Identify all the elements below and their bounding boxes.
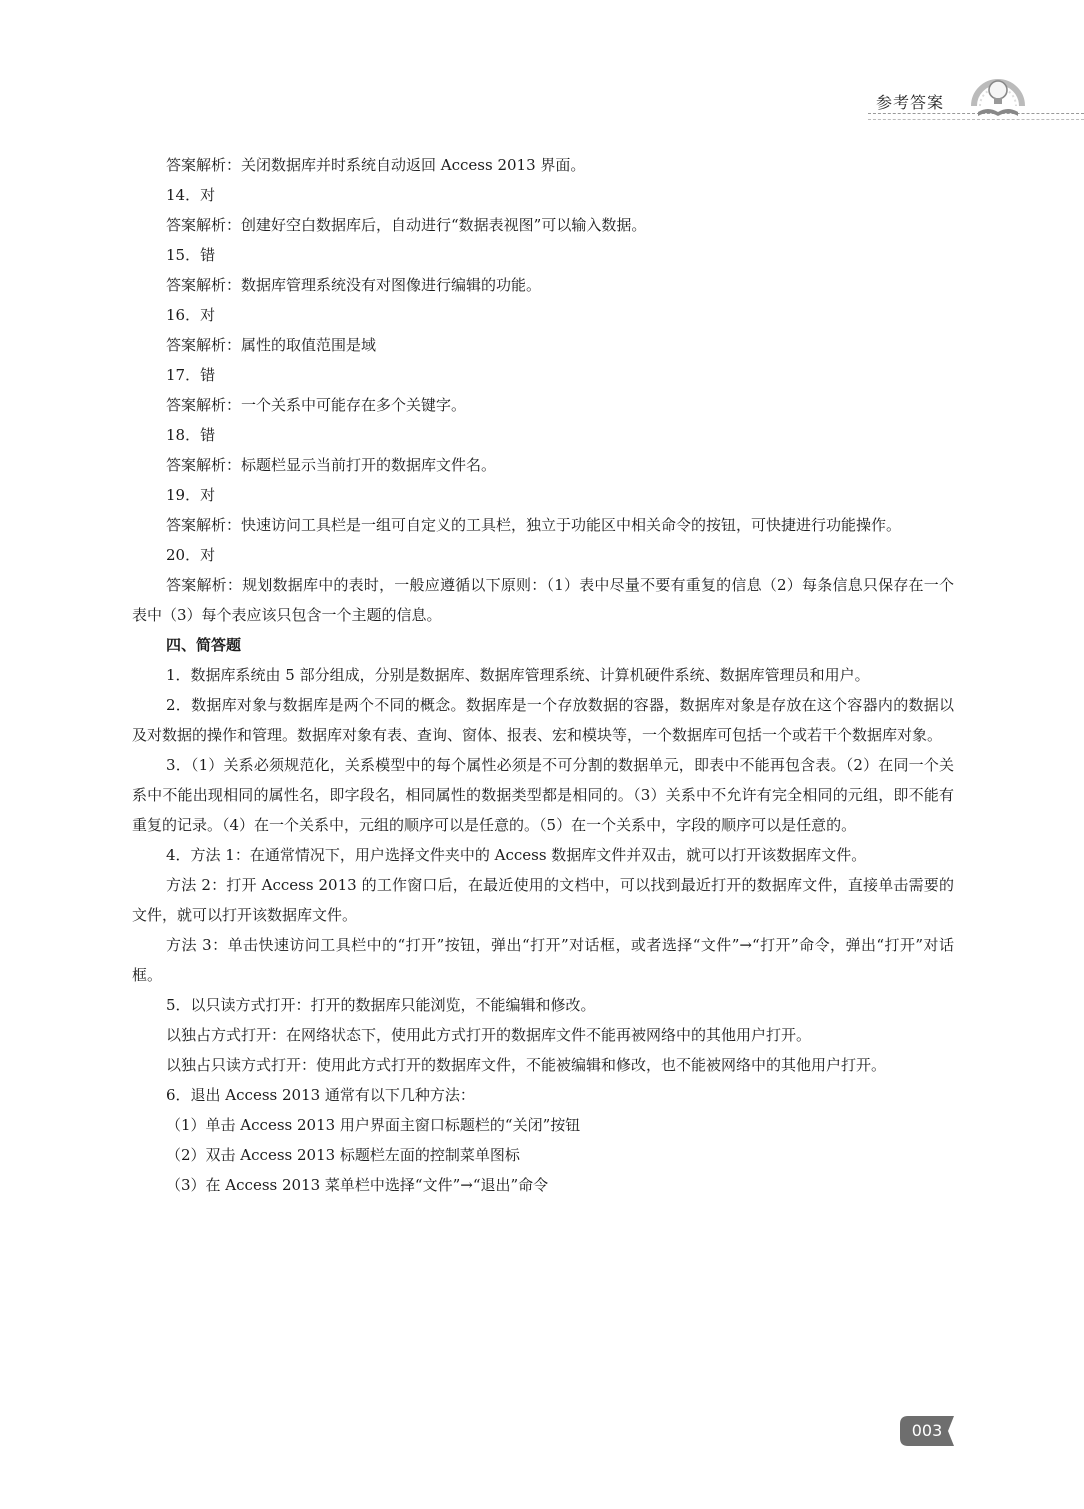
answer-paragraph: 答案解析：属性的取值范围是域 (166, 336, 377, 354)
page-header (868, 66, 1084, 126)
answer-paragraph: 答案解析：快速访问工具栏是一组可自定义的工具栏，独立于功能区中相关命令的按钮，可快捷进行功能操作。 (166, 516, 902, 534)
answer-paragraph: 答案解析：一个关系中可能存在多个关键字。 (166, 396, 467, 414)
lightbulb-book-icon (968, 66, 1028, 122)
answer-paragraph: 3．（1）关系必须规范化，关系模型中的每个属性必须是不可分割的数据单元，即表中不能再包含表。（2）在同一个关系中不能出现相同的属性名，即字段名，相同属性的数据类型都是相同的。（3）关系中不允许有完全相同的元组，即不能有重复的记录。（4）在一个关系中，元组的顺序可以是任意的。（5）在一个关系中，字段的顺序可以是任意的。 (132, 756, 954, 834)
answer-paragraph: 答案解析：关闭数据库并时系统自动返回 Access 2013 界面。 (166, 156, 586, 174)
answer-paragraph: 方法 2：打开 Access 2013 的工作窗口后，在最近使用的文档中，可以找到最近打开的数据库文件，直接单击需要的文件，就可以打开该数据库文件。 (132, 876, 954, 924)
answer-paragraph: （2）双击 Access 2013 标题栏左面的控制菜单图标 (166, 1146, 520, 1164)
page-number: 003 (911, 1421, 943, 1440)
answer-paragraph: 6．退出 Access 2013 通常有以下几种方法： (166, 1086, 475, 1104)
answer-paragraph: 20．对 (166, 546, 216, 564)
answer-paragraph: 2．数据库对象与数据库是两个不同的概念。数据库是一个存放数据的容器，数据库对象是存放在这个容器内的数据以及对数据的操作和管理。数据库对象有表、查询、窗体、报表、宏和模块等，一个数据库可包括一个或若干个数据库对象。 (132, 696, 954, 744)
answer-paragraph: （1）单击 Access 2013 用户界面主窗口标题栏的“关闭”按钮 (166, 1116, 581, 1134)
answer-paragraph: 答案解析：创建好空白数据库后，自动进行“数据表视图”可以输入数据。 (166, 216, 647, 234)
answer-paragraph: 以独占只读方式打开：使用此方式打开的数据库文件，不能被编辑和修改，也不能被网络中的其他用户打开。 (166, 1056, 887, 1074)
page-number-badge (900, 1416, 954, 1446)
answer-paragraph: 答案解析：标题栏显示当前打开的数据库文件名。 (166, 456, 497, 474)
answer-paragraph: 4．方法 1：在通常情况下，用户选择文件夹中的 Access 数据库文件并双击，就可以打开该数据库文件。 (166, 846, 867, 864)
answer-paragraph: 16．对 (166, 306, 216, 324)
answer-paragraph: （3）在 Access 2013 菜单栏中选择“文件”→“退出”命令 (166, 1176, 549, 1194)
answer-paragraph: 答案解析：数据库管理系统没有对图像进行编辑的功能。 (166, 276, 542, 294)
answer-paragraph: 18．错 (166, 426, 216, 444)
answer-paragraph: 答案解析：规划数据库中的表时，一般应遵循以下原则：（1）表中尽量不要有重复的信息（2）每条信息只保存在一个表中（3）每个表应该只包含一个主题的信息。 (132, 576, 954, 624)
answer-paragraph: 以独占方式打开：在网络状态下，使用此方式打开的数据库文件不能再被网络中的其他用户打开。 (166, 1026, 812, 1044)
answer-paragraph: 14．对 (166, 186, 216, 204)
answer-paragraph: 15．错 (166, 246, 216, 264)
answer-paragraph: 方法 3：单击快速访问工具栏中的“打开”按钮，弹出“打开”对话框，或者选择“文件”→“打开”命令，弹出“打开”对话框。 (132, 936, 954, 984)
section-heading: 四、简答题 (166, 636, 242, 654)
answer-content (132, 150, 954, 1200)
header-title: 参考答案 (876, 93, 945, 112)
answer-paragraph: 19．对 (166, 486, 216, 504)
answer-paragraph: 5．以只读方式打开：打开的数据库只能浏览，不能编辑和修改。 (166, 996, 596, 1014)
answer-paragraph: 1．数据库系统由 5 部分组成，分别是数据库、数据库管理系统、计算机硬件系统、数据库管理员和用户。 (166, 666, 870, 684)
answer-paragraph: 17．错 (166, 366, 216, 384)
